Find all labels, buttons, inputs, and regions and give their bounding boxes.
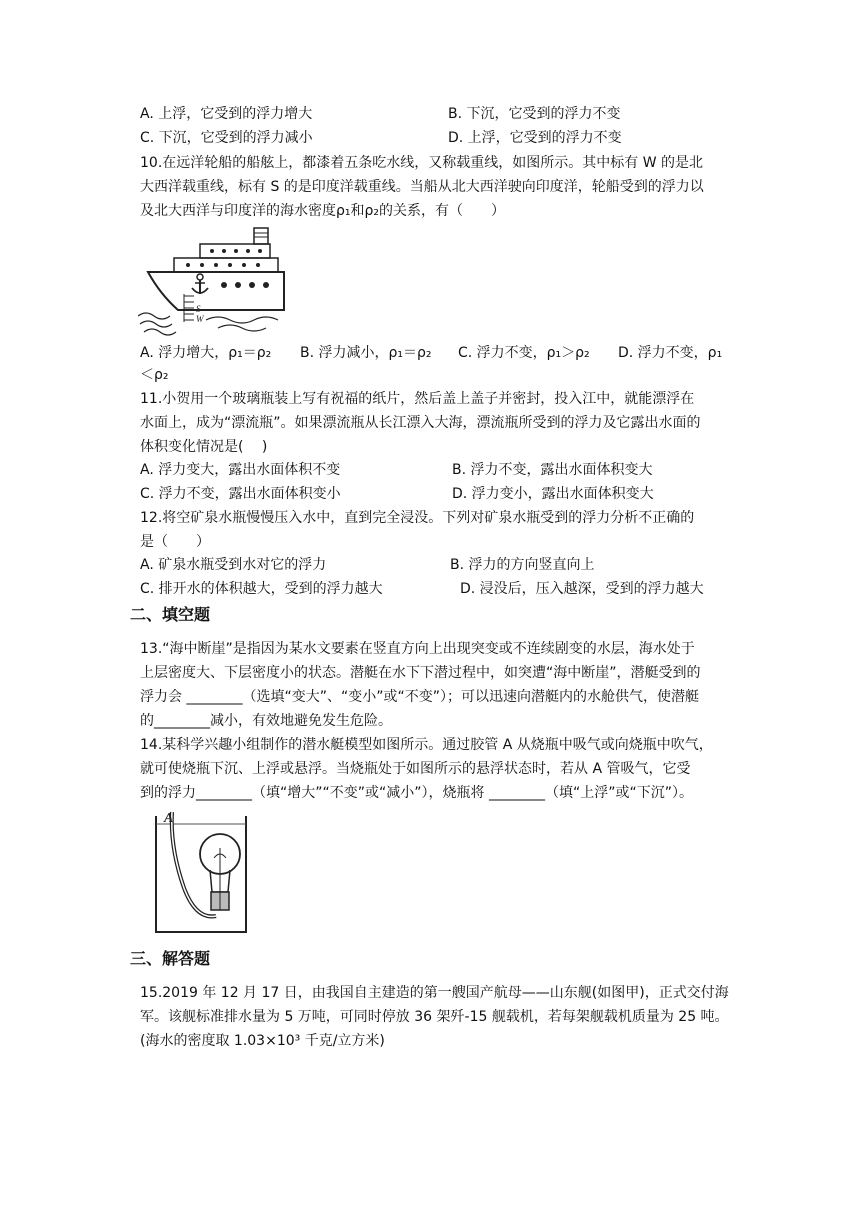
load-line-label-s: S	[196, 304, 201, 314]
q10-option-d: D. 浮力不变，ρ₁	[618, 345, 723, 361]
q13-stem-line-1: 13.“海中断崖”是指因为某水文要素在竖直方向上出现突变或不连续剧变的水层，海水处于	[140, 641, 695, 657]
q9-option-c: C. 下沉，它受到的浮力减小	[140, 130, 313, 146]
q14-stem-line-1: 14.某科学兴趣小组制作的潜水艇模型如图所示。通过胶管 A 从烧瓶中吸气或向烧瓶中吹气，	[140, 737, 713, 753]
q10-stem-line-2: 大西洋载重线，标有 S 的是印度洋载重线。当船从北大西洋驶向印度洋，轮船受到的浮力以	[140, 179, 704, 195]
submarine-model-figure	[150, 808, 250, 938]
q15-stem-line-3: (海水的密度取 1.03×10³ 千克/立方米)	[140, 1033, 385, 1049]
q10-option-c: C. 浮力不变，ρ₁＞ρ₂	[458, 345, 590, 361]
q12-stem-line-1: 12.将空矿泉水瓶慢慢压入水中，直到完全浸没。下列对矿泉水瓶受到的浮力分析不正确的	[140, 510, 695, 526]
q13-stem-line-3: 浮力会 ________（选填“变大”、“变小”或“不变”）；可以迅速向潜艇内的水舱供气，使潜艇	[140, 689, 699, 705]
q11-option-c: C. 浮力不变，露出水面体积变小	[140, 486, 341, 502]
q9-option-b: B. 下沉，它受到的浮力不变	[448, 106, 621, 122]
q12-option-c: C. 排开水的体积越大，受到的浮力越大	[140, 581, 383, 597]
q14-stem-line-2: 就可使烧瓶下沉、上浮或悬浮。当烧瓶处于如图所示的悬浮状态时，若从 A 管吸气，它受	[140, 761, 691, 777]
q9-option-d: D. 上浮，它受到的浮力不变	[448, 130, 622, 146]
q15-stem-line-2: 军。该舰标准排水量为 5 万吨，可同时停放 36 架歼-15 舰载机，若每架舰载机质量为 25 吨。	[140, 1009, 729, 1025]
q12-option-a: A. 矿泉水瓶受到水对它的浮力	[140, 557, 327, 573]
ship-load-line-figure	[138, 222, 286, 336]
section-fill-in-heading: 二、填空题	[130, 605, 211, 624]
q11-option-a: A. 浮力变大，露出水面体积不变	[140, 462, 341, 478]
section-answer-heading: 三、解答题	[130, 949, 211, 968]
tube-label-a: A	[164, 811, 174, 826]
q10-stem-line-1: 10.在远洋轮船的船舷上，都漆着五条吃水线，又称载重线，如图所示。其中标有 W 的是北	[140, 155, 704, 171]
q11-stem-line-3: 体积变化情况是( )	[140, 439, 268, 455]
q10-stem-line-3: 及北大西洋与印度洋的海水密度ρ₁和ρ₂的关系，有（ ）	[140, 203, 505, 219]
q9-option-a: A. 上浮，它受到的浮力增大	[140, 106, 313, 122]
q13-stem-line-2: 上层密度大、下层密度小的状态。潜艇在水下下潜过程中，如突遭“海中断崖”，潜艇受到的	[140, 665, 701, 681]
q13-stem-line-4: 的________减小，有效地避免发生危险。	[140, 713, 392, 729]
q11-stem-line-1: 11.小贺用一个玻璃瓶装上写有祝福的纸片，然后盖上盖子并密封，投入江中，就能漂浮在	[140, 391, 695, 407]
load-line-label-w: W	[196, 314, 204, 324]
q10-option-d-continued: ＜ρ₂	[140, 367, 169, 383]
q15-stem-line-1: 15.2019 年 12 月 17 日，由我国自主建造的第一艘国产航母——山东舰(如图甲)，正式交付海	[140, 985, 729, 1001]
q12-option-b: B. 浮力的方向竖直向上	[450, 557, 595, 573]
q10-option-a: A. 浮力增大，ρ₁＝ρ₂	[140, 345, 272, 361]
q11-stem-line-2: 水面上，成为“漂流瓶”。如果漂流瓶从长江漂入大海，漂流瓶所受到的浮力及它露出水面的	[140, 415, 701, 431]
q12-stem-line-2: 是（ ）	[140, 534, 210, 550]
q11-option-d: D. 浮力变小，露出水面体积变大	[452, 486, 654, 502]
q14-stem-line-3: 到的浮力________（填“增大”“不变”或“减小”），烧瓶将 ________（填“上浮”或“下沉”）。	[140, 785, 693, 801]
q10-option-b: B. 浮力减小，ρ₁＝ρ₂	[300, 345, 432, 361]
q11-option-b: B. 浮力不变，露出水面体积变大	[452, 462, 653, 478]
q12-option-d: D. 浸没后，压入越深，受到的浮力越大	[460, 581, 704, 597]
